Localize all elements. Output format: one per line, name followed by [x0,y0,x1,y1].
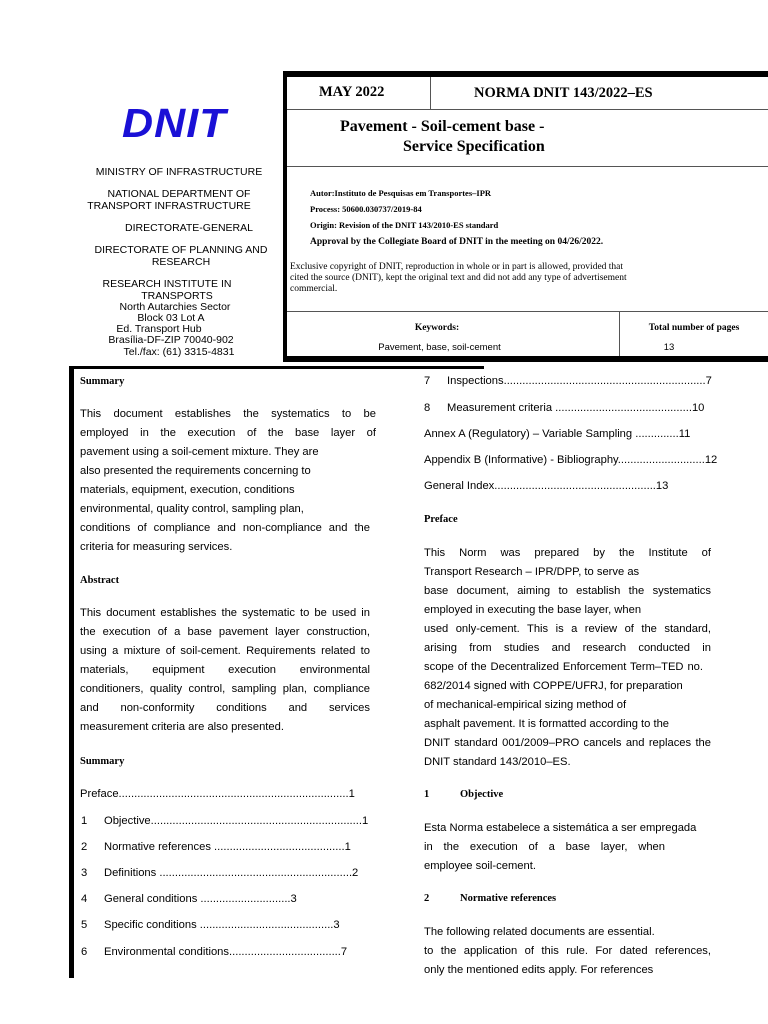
copyright-line: Exclusive copyright of DNIT, reproduction in whole or in part is allowed, provided that [290,262,624,272]
text-line: Esta Norma estabelece a sistemática a ser empregada [424,822,697,834]
text-line: arising from studies and research conducted in [424,642,711,654]
text-line: using a mixture of soil-cement. Requirements related to [80,645,370,657]
text-line: measurement criteria are also presented. [80,721,284,733]
toc-number: 2 [81,841,88,853]
text-line: 682/2014 signed with COPPE/UFRJ, for preparation [424,680,683,692]
toc-item[interactable] [81,815,381,829]
objective-number: 1 [424,789,430,800]
address-line-1: North Autarchies Sector [119,301,231,313]
normative-paragraph [424,923,711,980]
summary-heading: Summary [80,376,125,387]
dnit-logo: DNIT [122,100,227,146]
text-line: criteria for measuring services. [80,541,233,553]
document-title-line-2: Service Specification [403,138,545,155]
publication-date: MAY 2022 [319,84,385,100]
directorate-planning-line-1: DIRECTORATE OF PLANNING AND [94,244,268,256]
text-line: employed in executing the base layer, when [424,604,642,616]
toc-text: Environmental conditions....................................7 [104,946,348,958]
text-line: base document, aiming to establish the systematics [424,585,711,597]
department-line-1: NATIONAL DEPARTMENT OF [107,188,251,200]
directorate-planning-line-2: RESEARCH [151,256,211,268]
left-border [69,366,74,978]
header-box [283,71,768,362]
copyright-line: cited the source (DNIT), kept the original text and did not add any type of advertisement [290,273,627,283]
toc-item[interactable] [424,375,724,389]
toc-number: 7 [424,375,431,387]
toc-appendix-b[interactable]: Appendix B (Informative) - Bibliography............................12 [424,454,718,466]
toc-item[interactable] [81,919,381,933]
text-line: materials, equipment, execution, conditions [80,484,295,496]
copyright-line: commercial. [290,284,338,294]
department-line-2: TRANSPORT INFRASTRUCTURE [87,200,251,212]
toc-text: Objective....................................................................1 [104,815,369,827]
text-line: This Norm was prepared by the Institute of [424,547,711,559]
text-line: DNIT standard 143/2010–ES. [424,756,571,768]
objective-heading: Objective [460,789,504,800]
toc-item[interactable] [81,841,381,855]
toc-general-index[interactable]: General Index....................................................13 [424,480,669,492]
normative-heading: Normative references [460,893,557,904]
ministry-name: MINISTRY OF INFRASTRUCTURE [95,166,263,178]
norm-code: NORMA DNIT 143/2022–ES [474,85,653,101]
toc-heading: Summary [80,756,125,767]
toc-number: 5 [81,919,88,931]
keywords-label: Keywords: [414,323,460,333]
toc-text: Measurement criteria ............................................10 [447,402,705,414]
approval: Approval by the Collegiate Board of DNIT in the meeting on 04/26/2022. [310,237,604,247]
toc-item[interactable] [424,402,724,416]
copyright-notice [290,262,660,295]
phone: Tel./fax: (61) 3315-4831 [123,346,235,358]
institute-line-1: RESEARCH INSTITUTE IN [102,278,232,290]
total-pages-value: 13 [663,342,675,353]
text-line: to the application of this rule. For dated references, [424,945,711,957]
toc-preface[interactable]: Preface..........................................................................1 [80,788,355,800]
text-line: DNIT standard 001/2009–PRO cancels and replaces the [424,737,711,749]
address-line-3: Ed. Transport Hub [116,323,202,335]
abstract-paragraph [80,604,370,737]
text-line: This document establishes the systematics to be [80,408,376,420]
norm-cell [431,77,768,110]
text-line: and non-conformity conditions and services [80,702,370,714]
preface-paragraph [424,544,711,772]
toc-item[interactable] [81,867,381,881]
text-line: employed in the execution of the base layer of [80,427,376,439]
text-line: conditioners, quality control, sampling plan, compliance [80,683,370,695]
text-line: of mechanical-empirical sizing method of [424,699,627,711]
top-rule [69,366,484,369]
toc-text: Normative references ..........................................1 [104,841,351,853]
objective-paragraph [424,819,713,876]
toc-item[interactable] [81,893,381,907]
divider [287,166,768,167]
toc-number: 4 [81,893,88,905]
keywords-value: Pavement, base, soil-cement [378,342,501,353]
directorate-general: DIRECTORATE-GENERAL [125,222,253,234]
summary-paragraph [80,405,376,557]
toc-number: 6 [81,946,88,958]
text-line: also presented the requirements concerning to [80,465,311,477]
toc-number: 8 [424,402,431,414]
toc-text: Inspections.................................................................7 [447,375,712,387]
text-line: The following related documents are essential. [424,926,655,938]
toc-number: 1 [81,815,88,827]
address-line-4: Brasília-DF-ZIP 70040-902 [108,334,234,346]
normative-number: 2 [424,893,430,904]
date-cell [287,77,431,110]
text-line: asphalt pavement. It is formatted according to the [424,718,670,730]
text-line: conditions of compliance and non-compliance and the [80,522,370,534]
text-line: pavement using a soil-cement mixture. They are [80,446,319,458]
text-line: materials, equipment execution environmental [80,664,370,676]
toc-annex-a[interactable]: Annex A (Regulatory) – Variable Sampling ..............11 [424,428,691,440]
text-line: environmental, quality control, sampling plan, [80,503,304,515]
total-pages-label: Total number of pages [648,323,740,333]
abstract-heading: Abstract [80,575,120,586]
text-line: Transport Research – IPR/DPP, to serve as [424,566,640,578]
text-line: This document establishes the systematic to be used in [80,607,370,619]
toc-text: Definitions ..............................................................2 [104,867,359,879]
toc-text: Specific conditions ...........................................3 [104,919,340,931]
toc-item[interactable] [81,946,381,960]
text-line: in the execution of a base layer, when [424,841,665,853]
text-line: only the mentioned edits apply. For references [424,964,654,976]
institute-line-2: TRANSPORTS [141,290,213,302]
toc-number: 3 [81,867,88,879]
text-line: used only-cement. This is a review of the standard, [424,623,711,635]
preface-heading: Preface [424,514,458,525]
address-line-2: Block 03 Lot A [137,312,205,324]
text-line: the execution of a base pavement layer construction, [80,626,370,638]
divider [287,311,768,312]
process: Process: 50600.030737/2019-84 [310,204,422,214]
document-title-line-1: Pavement - Soil-cement base - [340,118,545,135]
toc-text: General conditions .............................3 [104,893,297,905]
origin: Origin: Revision of the DNIT 143/2010-ES standard [310,220,499,230]
text-line: employee soil-cement. [424,860,536,872]
author: Autor:Instituto de Pesquisas em Transportes–IPR [310,188,492,198]
text-line: scope of the Decentralized Enforcement Term–TED no. [424,661,703,673]
